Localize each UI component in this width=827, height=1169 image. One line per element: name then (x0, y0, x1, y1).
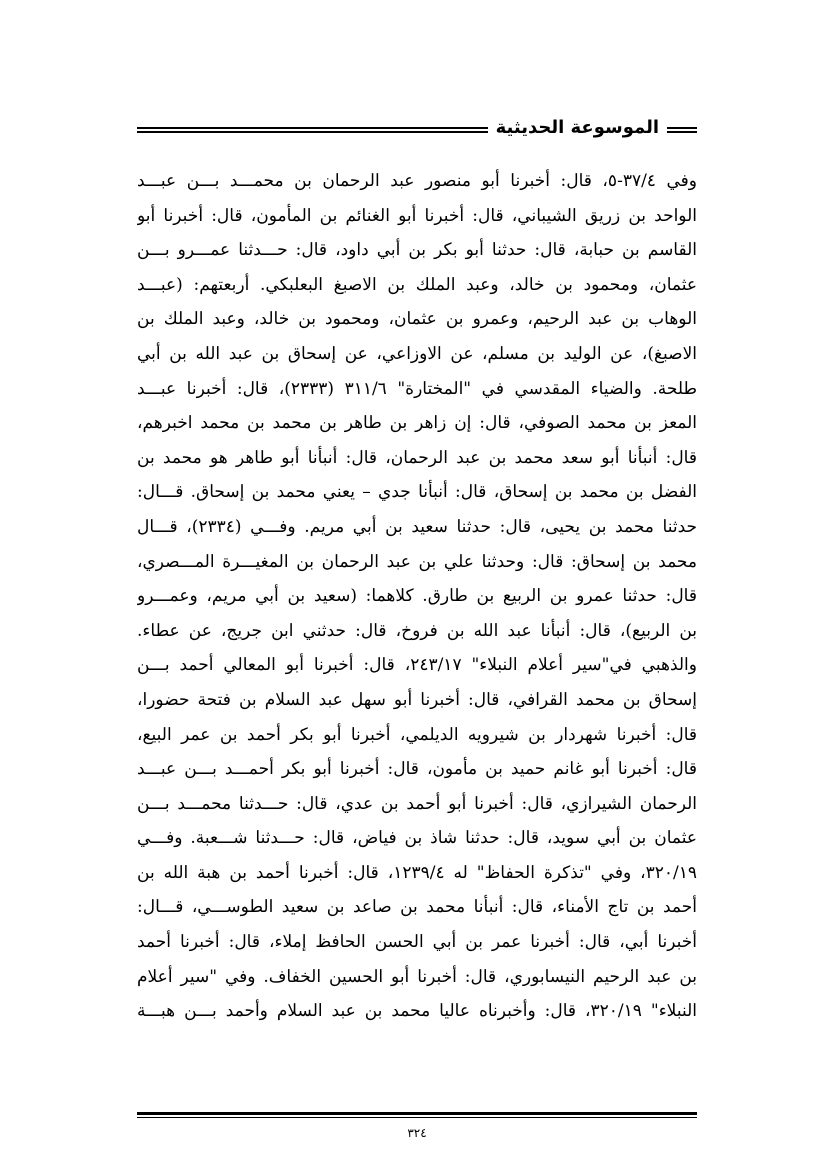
text-line: الوهاب بن عبد الرحيم، وعمرو بن عثمان، ومحمود بن خالد، وعبد الملك بن (137, 309, 697, 330)
text-line: طلحة. والضياء المقدسي في "المختارة" ٣١١/٦ (٢٣٣٣)، قال: أخبرنا عبـــد (137, 378, 697, 399)
text-line: قال: أخبرنا أبو غانم حميد بن مأمون، قال: أخبرنا أبو بكر أحمـــد بـــن عبـــد (137, 759, 697, 780)
text-line: الرحمان الشيرازي، قال: أخبرنا أبو أحمد بن عدي، قال: حـــدثنا محمـــد بـــن (137, 793, 697, 814)
text-line: الاصبغ)، عن الوليد بن مسلم، عن الاوزاعي، عن إسحاق بن عبد الله بن أبي (137, 343, 697, 364)
text-line: قال: أنبأنا أبو سعد محمد بن عبد الرحمان، قال: أنبأنا أبو طاهر هو محمد بن (137, 447, 697, 468)
text-line: بن عبد الرحيم النيسابوري، قال: أخبرنا أبو الحسين الخفاف. وفي "سير أعلام (137, 966, 697, 987)
text-line: عثمان، ومحمود بن خالد، وعبد الملك بن الاصبغ البعلبكي. أربعتهم: (عبـــد (137, 274, 697, 295)
header-rule-right (667, 127, 697, 133)
text-line: الفضل بن محمد بن إسحاق، قال: أنبأنا جدي – يعني محمد بن إسحاق. قـــال: (137, 482, 697, 503)
text-line: والذهبي في"سير أعلام النبلاء" ٢٤٣/١٧، قال: أخبرنا أبو المعالي أحمد بـــن (137, 655, 697, 676)
text-line: عثمان بن أبي سويد، قال: حدثنا شاذ بن فياض، قال: حـــدثنا شـــعبة. وفـــي (137, 828, 697, 849)
text-line: ٣٢٠/١٩، وفي "تذكرة الحفاظ" له ١٢٣٩/٤، قال: أخبرنا أحمد بن هبة الله بن (137, 862, 697, 883)
page-number: ٣٢٤ (407, 1126, 427, 1140)
footer-rule (137, 1112, 697, 1118)
text-line: إسحاق بن محمد القرافي، قال: أخبرنا أبو سهل عبد السلام بن فتحة حضورا، (137, 689, 697, 710)
header-title: الموسوعة الحديثية (495, 116, 659, 138)
text-line: النبلاء" ٣٢٠/١٩، قال: وأخبرناه عاليا محمد بن عبد السلام وأحمد بـــن هبـــة (137, 1001, 697, 1022)
text-line: المعز بن محمد الصوفي، قال: إن زاهر بن طاهر بن محمد بن محمد اخبرهم، (137, 413, 697, 434)
text-line: محمد بن إسحاق: قال: وحدثنا علي بن عبد الرحمان بن المغيـــرة المـــصري، (137, 551, 697, 572)
text-line: أحمد بن تاج الأمناء، قال: أنبأنا محمد بن صاعد بن سعيد الطوســـي، قـــال: (137, 897, 697, 918)
text-line: بن الربيع)، قال: أنبأنا عبد الله بن فروخ، قال: حدثني ابن جريج، عن عطاء. (137, 620, 697, 641)
running-header (137, 112, 697, 142)
text-line: القاسم بن حبابة، قال: حدثنا أبو بكر بن أبي داود، قال: حـــدثنا عمـــرو بـــن (137, 240, 697, 261)
text-line: قال: أخبرنا شهردار بن شيرويه الديلمي، أخبرنا أبو بكر أحمد بن عمر البيع، (137, 724, 697, 745)
text-line: وفي ٣٧/٤-٥، قال: أخبرنا أبو منصور عبد الرحمان بن محمـــد بـــن عبـــد (137, 171, 697, 191)
text-line: أخبرنا أبي، قال: أخبرنا عمر بن أبي الحسن الحافظ إملاء، قال: أخبرنا أحمد (137, 932, 697, 953)
text-line: حدثنا محمد بن يحيى، قال: حدثنا سعيد بن أبي مريم. وفـــي (٢٣٣٤)، قـــال (137, 516, 697, 537)
text-line: الواحد بن زريق الشيباني، قال: أخبرنا أبو الغنائم بن المأمون، قال: أخبرنا أبو (137, 205, 697, 226)
header-rule-left (137, 127, 488, 133)
text-line: قال: حدثنا عمرو بن الربيع بن طارق. كلاهما: (سعيد بن أبي مريم، وعمـــرو (137, 586, 697, 607)
body-text (137, 164, 697, 1029)
